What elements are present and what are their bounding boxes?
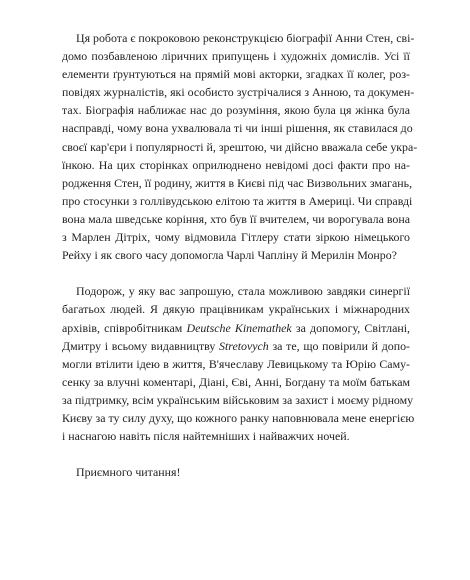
text-line: архівів, співробітникам Deutsche Kinemathek за допомогу, Світлані, (62, 320, 410, 335)
text-line: елементи ґрунтуються на прямій мові акторки, згадках її колег, роз- (62, 67, 410, 82)
paragraph-gap (62, 264, 410, 282)
text-line: родження Стен, її родину, життя в Києві під час Визвольних змагань, (62, 175, 413, 190)
text-line: Рейху і як свого часу допомогла Чарлі Чапліну й Мерилін Монро? (62, 248, 397, 263)
text-line: і наснагою навіть після найтемніших і найважчих ночей. (62, 429, 350, 444)
closing-line: Приємного читання! (76, 465, 181, 480)
publication-name: Stretovych (219, 338, 269, 353)
text-line: за підтримку, всім українським військовим за захист і моєму рідному (62, 392, 414, 407)
paragraph-acknowledgements (62, 282, 415, 445)
text-line: Подорож, у яку вас запрошую, стала можливою завдяки синергії (76, 284, 410, 299)
text-line: своєї кар'єри і популярності й, зрештою, чи дійсно вважала себе укра- (62, 139, 418, 154)
text-line: повідях журналістів, які особисто зустрічалися з Анною, та докумен- (62, 85, 415, 100)
text-line: багатьох людей. Я дякую працівникам українських і міжнародних (62, 302, 410, 317)
text-line: могли втілити ідею в життя, В'ячеславу Левицькому та Юрію Саму- (62, 356, 410, 371)
paragraph-biography (62, 29, 418, 264)
paragraph-gap (62, 445, 410, 463)
text-line: з Марлен Дітріх, чому відмовила Гітлеру стати зіркою німецького (62, 230, 410, 245)
text-line: тах. Біографія наближає нас до розуміння, якою була ця жінка була (62, 103, 410, 118)
text-line: Києву за ту силу духу, що кожного ранку наповнювала мене енергією (62, 410, 415, 425)
text-line: Дмитру і всьому видавництву Stretovych за те, що повірили й допо- (62, 338, 410, 353)
text-line: домо позбавленою ліричних припущень і художніх домислів. Усі її (62, 49, 410, 64)
text-line: їнкою. На цих сторінках оприлюднено невідомі досі факти про на- (62, 157, 410, 172)
text-line: сенку за влучні коментарі, Діані, Єві, Анні, Богдану та моїм батькам (62, 374, 410, 389)
text-line: про стосунки з голлівудською елітою та життя в Америці. Чи справді (62, 193, 413, 208)
text-line: Ця робота є покроковою реконструкцією біографії Анни Стен, сві- (76, 31, 415, 45)
publication-name: Deutsche Kinemathek (186, 320, 292, 335)
text-line: вона мала шведське коріння, хто був її вчителем, чи ворогувала вона (62, 211, 410, 226)
text-line: насправді, чому вона ухвалювала ті чи інші рішення, як ставилася до (62, 121, 413, 136)
body-text (62, 29, 418, 481)
